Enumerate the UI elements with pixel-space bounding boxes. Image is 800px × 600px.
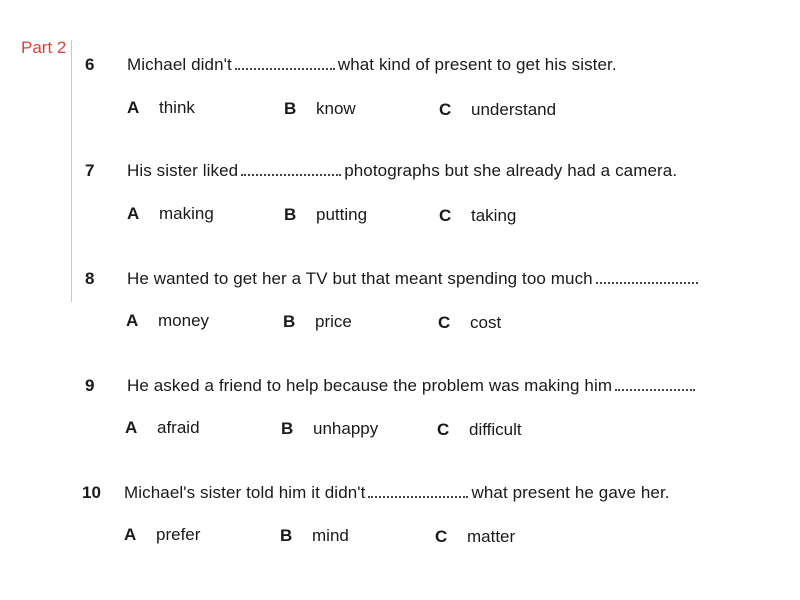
question-text [127,161,677,181]
option-a[interactable] [126,311,209,331]
option-text: matter [467,527,516,546]
margin-divider [71,40,72,302]
question-text-after: what kind of present to get his sister. [337,55,617,74]
option-text: know [316,99,356,118]
option-b[interactable] [283,312,352,332]
question-text-before: He wanted to get her a TV but that meant spending too much [127,269,593,288]
question-text [127,376,698,396]
question-number: 6 [85,55,95,74]
option-b[interactable] [281,419,378,439]
option-text: afraid [157,418,200,437]
question-text-before: Michael's sister told him it didn't [124,483,366,502]
question-number: 9 [85,376,95,395]
option-letter: C [439,100,452,119]
option-text: money [158,311,210,330]
option-text: price [315,312,352,331]
option-letter: C [437,420,450,439]
answer-blank[interactable] [596,281,698,284]
option-letter: B [281,419,294,438]
question-text [127,55,617,75]
option-b[interactable] [284,99,356,119]
option-a[interactable] [124,525,200,545]
answer-blank[interactable] [615,388,695,391]
option-letter: C [439,206,452,225]
part-label: Part 2 [21,38,67,57]
question-text-before: He asked a friend to help because the problem was making him [127,376,613,395]
question-number: 7 [85,161,95,180]
option-text: difficult [469,420,522,439]
option-letter: B [284,205,297,224]
option-text: think [159,98,195,117]
option-letter: A [125,418,138,437]
option-b[interactable] [284,205,367,225]
option-text: mind [312,526,349,545]
question-number: 8 [85,269,95,288]
option-text: understand [471,100,557,119]
option-letter: C [435,527,448,546]
option-c[interactable] [439,100,556,120]
answer-blank[interactable] [368,495,468,498]
question-text-before: His sister liked [127,161,239,180]
option-text: unhappy [313,419,379,438]
option-letter: B [280,526,293,545]
option-a[interactable] [127,204,214,224]
option-c[interactable] [439,206,516,226]
option-letter: A [124,525,137,544]
option-a[interactable] [127,98,195,118]
option-a[interactable] [125,418,200,438]
option-c[interactable] [438,313,501,333]
option-letter: A [126,311,139,330]
question-text [127,269,698,289]
question-text [124,483,670,503]
option-text: making [159,204,214,223]
option-text: putting [316,205,368,224]
option-text: prefer [156,525,201,544]
option-text: taking [471,206,517,225]
option-letter: B [283,312,296,331]
option-letter: C [438,313,451,332]
option-text: cost [470,313,502,332]
option-letter: A [127,204,140,223]
option-c[interactable] [435,527,515,547]
option-c[interactable] [437,420,522,440]
answer-blank[interactable] [235,67,335,70]
question-text-after: photographs but she already had a camera. [344,161,678,180]
option-letter: B [284,99,297,118]
question-text-after: what present he gave her. [471,483,670,502]
option-b[interactable] [280,526,349,546]
question-number: 10 [82,483,101,502]
answer-blank[interactable] [241,173,341,176]
question-text-before: Michael didn't [127,55,232,74]
option-letter: A [127,98,140,117]
